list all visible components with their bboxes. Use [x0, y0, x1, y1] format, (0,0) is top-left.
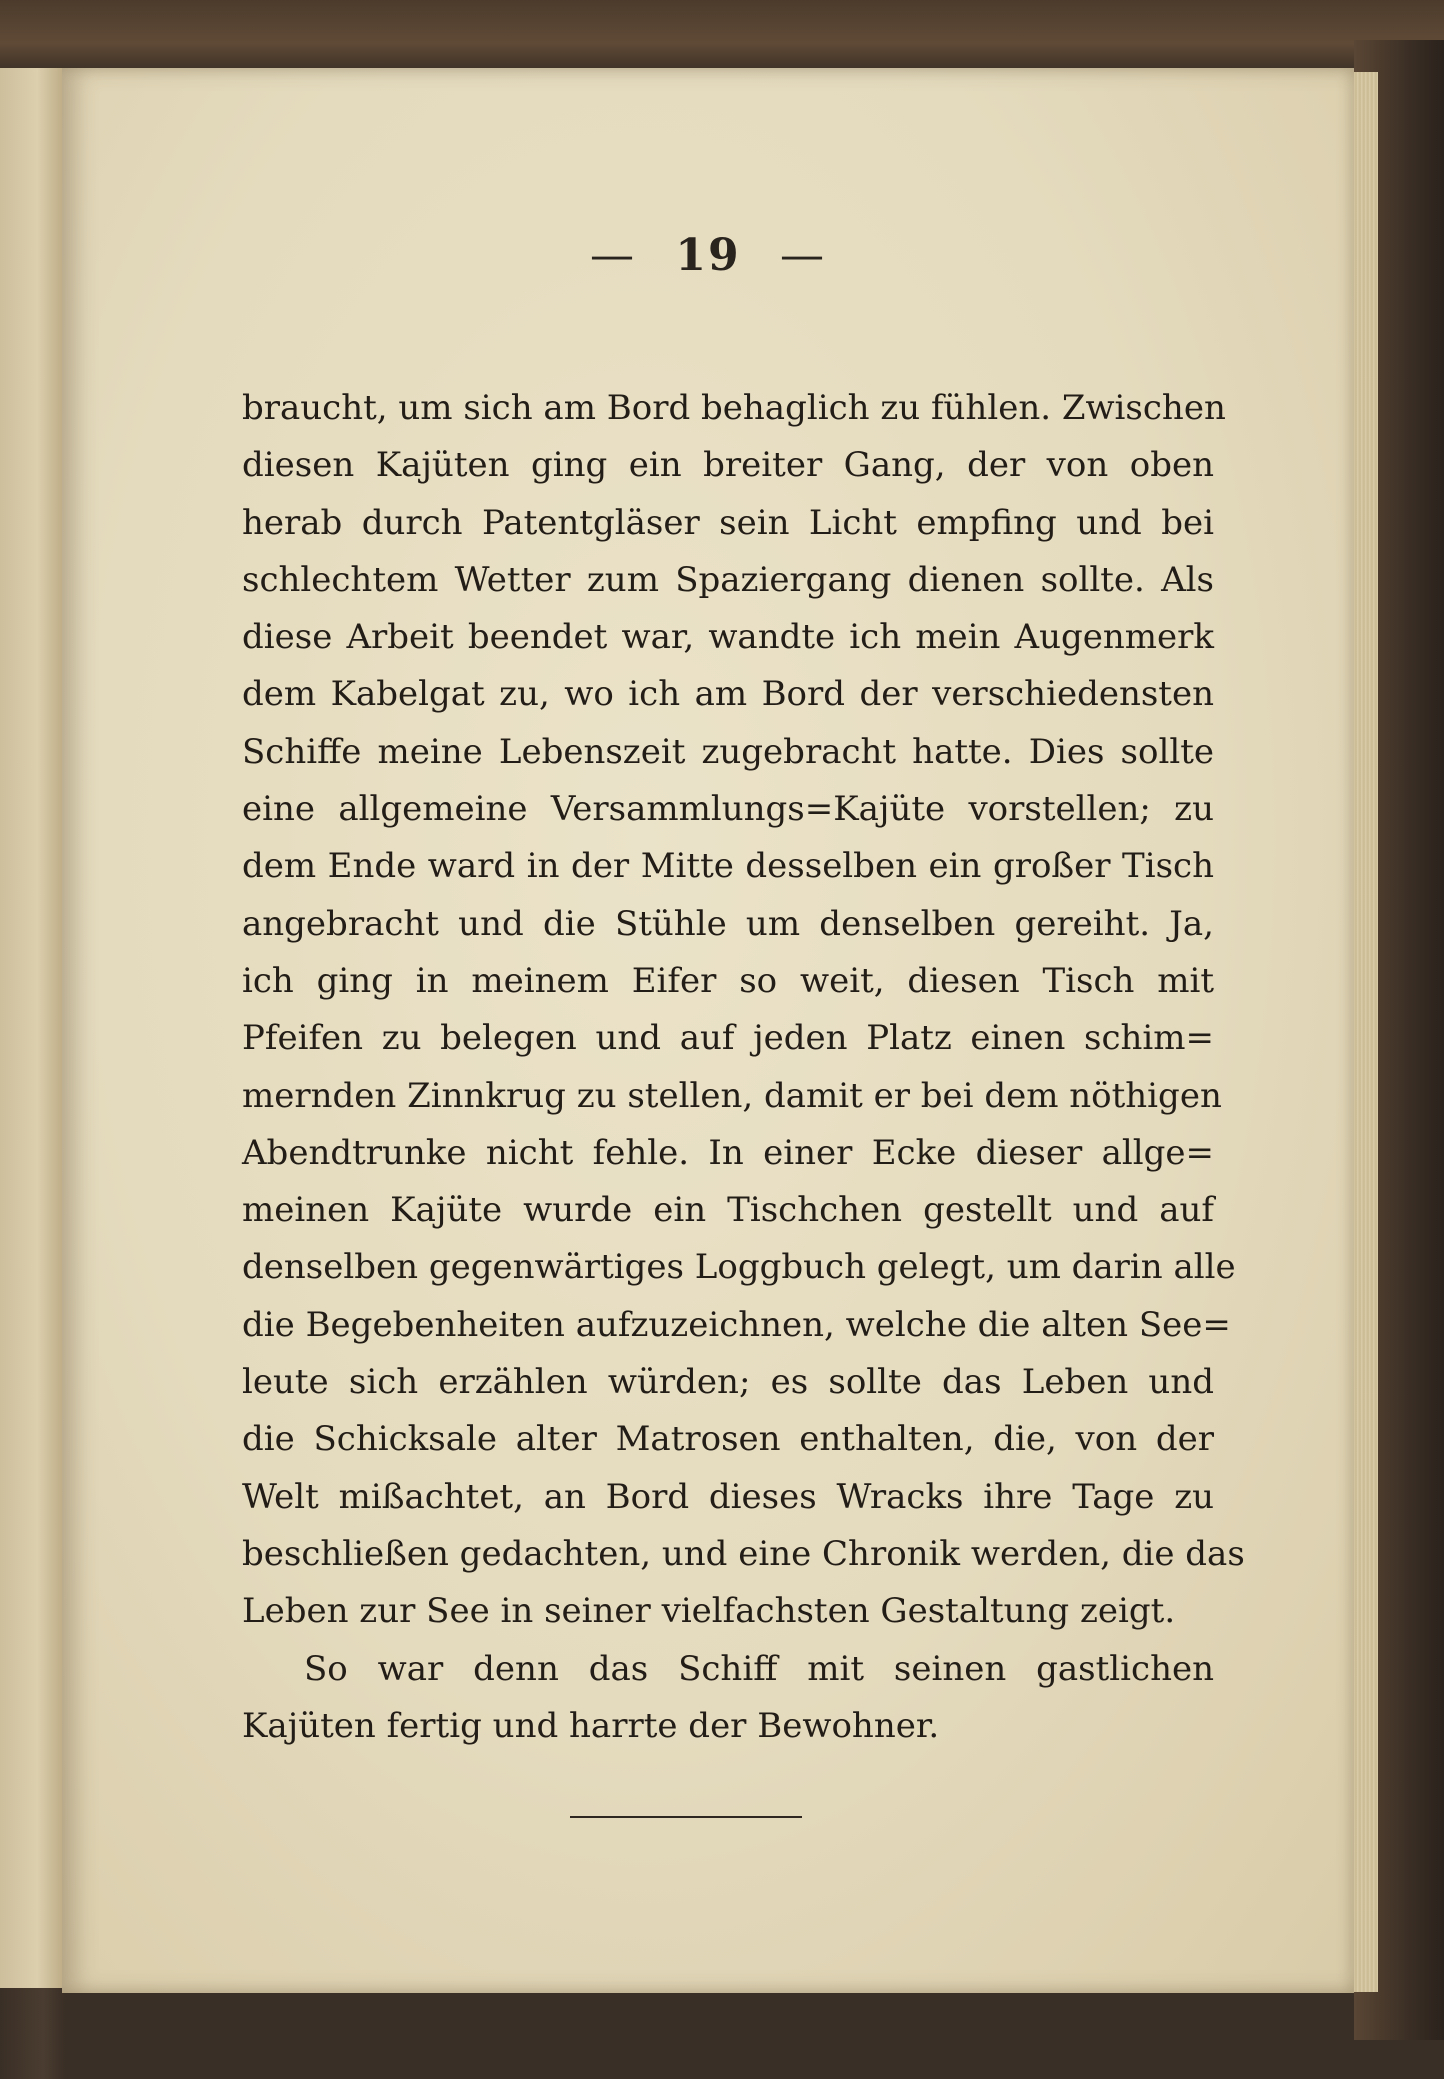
text-line: herab durch Patentgläser sein Licht empfing und bei	[242, 502, 1214, 543]
text-line: dem Ende ward in der Mitte desselben ein großer Tisch	[242, 846, 1214, 887]
text-line: mernden Zinnkrug zu stellen, damit er bei dem nöthigen	[242, 1075, 1222, 1116]
text-line: ich ging in meinem Eifer so weit, diesen Tisch mit	[242, 960, 1214, 1001]
text-line: Kajüten fertig und harrte der Bewohner.	[242, 1705, 940, 1746]
body-text	[242, 380, 1245, 1755]
text-line: meinen Kajüte wurde ein Tischchen gestellt und auf	[242, 1190, 1214, 1231]
folio-dash-right: —	[779, 230, 826, 281]
text-line: angebracht und die Stühle um denselben gereiht. Ja,	[242, 903, 1214, 944]
text-line: dem Kabelgat zu, wo ich am Bord der verschiedensten	[242, 674, 1214, 715]
end-rule	[570, 1816, 802, 1818]
page-number: 19	[675, 230, 741, 281]
text-line: eine allgemeine Versammlungs=Kajüte vorstellen; zu	[242, 789, 1214, 830]
folio-dash-left: —	[590, 230, 637, 281]
book-page	[62, 68, 1354, 1993]
text-line: Welt mißachtet, an Bord dieses Wracks ihre Tage zu	[242, 1476, 1214, 1517]
text-line: So war denn das Schiff mit seinen gastlichen	[304, 1648, 1214, 1689]
text-line: die Begebenheiten aufzuzeichnen, welche die alten See=	[242, 1304, 1231, 1345]
text-line: Schiffe meine Lebenszeit zugebracht hatte. Dies sollte	[242, 731, 1214, 772]
text-line: Pfeifen zu belegen und auf jeden Platz einen schim=	[242, 1018, 1214, 1059]
page-number-header	[62, 230, 1354, 281]
text-line: die Schicksale alter Matrosen enthalten, die, von der	[242, 1419, 1214, 1460]
text-line: diesen Kajüten ging ein breiter Gang, der von oben	[242, 445, 1214, 486]
text-line: Leben zur See in seiner vielfachsten Gestaltung zeigt.	[242, 1591, 1176, 1632]
book-cover-top-edge	[0, 0, 1444, 72]
text-line: schlechtem Wetter zum Spaziergang dienen sollte. Als	[242, 559, 1214, 600]
text-line: braucht, um sich am Bord behaglich zu fühlen. Zwischen	[242, 388, 1226, 428]
page-block-edge	[1354, 72, 1378, 1992]
text-line: leute sich erzählen würden; es sollte das Leben und	[242, 1362, 1214, 1403]
text-line: beschließen gedachten, und eine Chronik werden, die das	[242, 1533, 1245, 1574]
text-line: denselben gegenwärtiges Loggbuch gelegt, um darin alle	[242, 1247, 1236, 1288]
text-line: diese Arbeit beendet war, wandte ich mein Augenmerk	[242, 617, 1214, 658]
facing-page-strip	[0, 68, 62, 1988]
text-line: Abendtrunke nicht fehle. In einer Ecke dieser allge=	[242, 1132, 1214, 1173]
